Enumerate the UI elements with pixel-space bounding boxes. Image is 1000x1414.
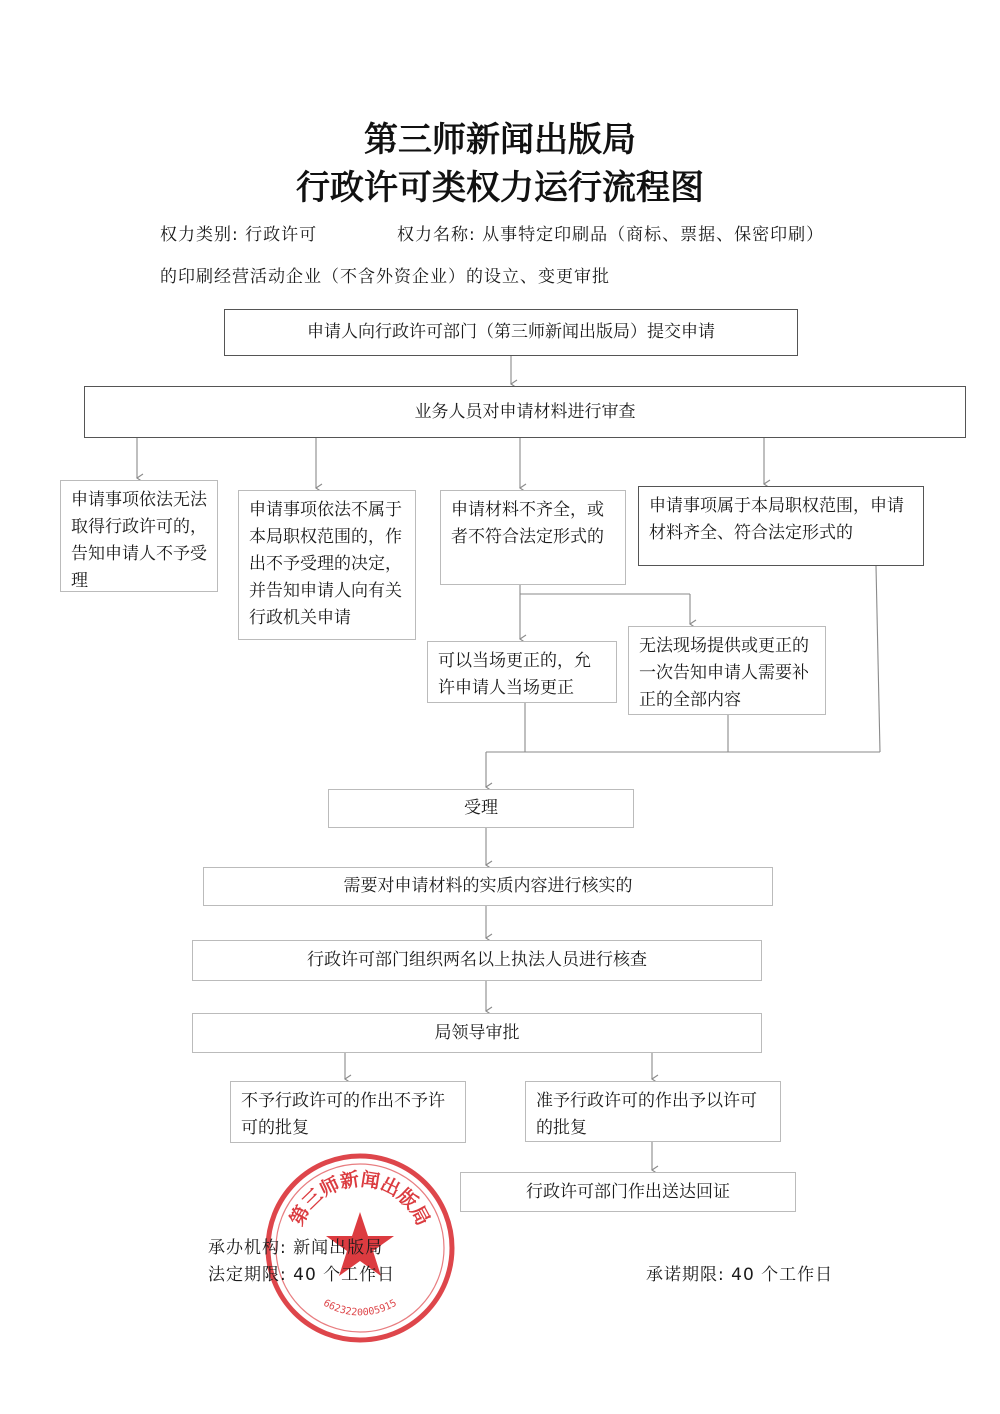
step-material-review: 业务人员对申请材料进行审查	[84, 386, 966, 438]
step-submit-application: 申请人向行政许可部门（第三师新闻出版局）提交申请	[224, 309, 798, 356]
footer-promise-term	[646, 1260, 833, 1285]
name-label: 权力名称:	[397, 225, 476, 245]
step-accept: 受理	[328, 789, 634, 828]
name-value-1: 从事特定印刷品（商标、票据、保密印刷）	[482, 225, 825, 245]
footer-agency	[208, 1233, 383, 1258]
seal-text-bottom: 6623220005915	[321, 1297, 399, 1319]
sub-correct-onsite: 可以当场更正的，允许申请人当场更正	[427, 641, 617, 703]
agency-value: 新闻出版局	[293, 1238, 384, 1258]
branch-out-of-scope: 申请事项依法不属于本局职权范围的，作出不予受理的决定，并告知申请人向有关行政机关申请	[238, 490, 416, 640]
title-line-1: 第三师新闻出版局	[364, 120, 636, 160]
promise-label: 承诺期限:	[646, 1265, 725, 1285]
step-delivery-receipt: 行政许可部门作出送达回证	[460, 1172, 796, 1212]
name-value-2: 的印刷经营活动企业（不含外资企业）的设立、变更审批	[160, 267, 610, 287]
branch-in-scope-complete: 申请事项属于本局职权范围，申请材料齐全、符合法定形式的	[638, 486, 924, 566]
legal-label: 法定期限:	[208, 1265, 287, 1285]
branch-not-obtainable: 申请事项依法无法取得行政许可的，告知申请人不予受理	[60, 480, 218, 592]
category-value: 行政许可	[245, 225, 318, 245]
step-verify-by-staff: 行政许可部门组织两名以上执法人员进行核查	[192, 940, 762, 981]
category-label: 权力类别:	[160, 225, 239, 245]
sub-notify-supplement: 无法现场提供或更正的一次告知申请人需要补正的全部内容	[628, 626, 826, 715]
title-line-2: 行政许可类权力运行流程图	[296, 168, 704, 208]
outcome-deny: 不予行政许可的作出不予许可的批复	[230, 1081, 466, 1143]
svg-text:6623220005915	[321, 1298, 398, 1319]
branch-incomplete-materials: 申请材料不齐全，或者不符合法定形式的	[440, 490, 626, 585]
agency-label: 承办机构:	[208, 1238, 287, 1258]
step-leader-approval: 局领导审批	[192, 1013, 762, 1053]
seal-text-top: 第三师新闻出版局	[285, 1168, 435, 1230]
legal-value: 40 个工作日	[293, 1265, 396, 1285]
step-verify-needed: 需要对申请材料的实质内容进行核实的	[203, 867, 773, 906]
outcome-grant: 准予行政许可的作出予以许可的批复	[525, 1081, 781, 1142]
footer-legal-term	[208, 1260, 395, 1285]
promise-value: 40 个工作日	[731, 1265, 834, 1285]
